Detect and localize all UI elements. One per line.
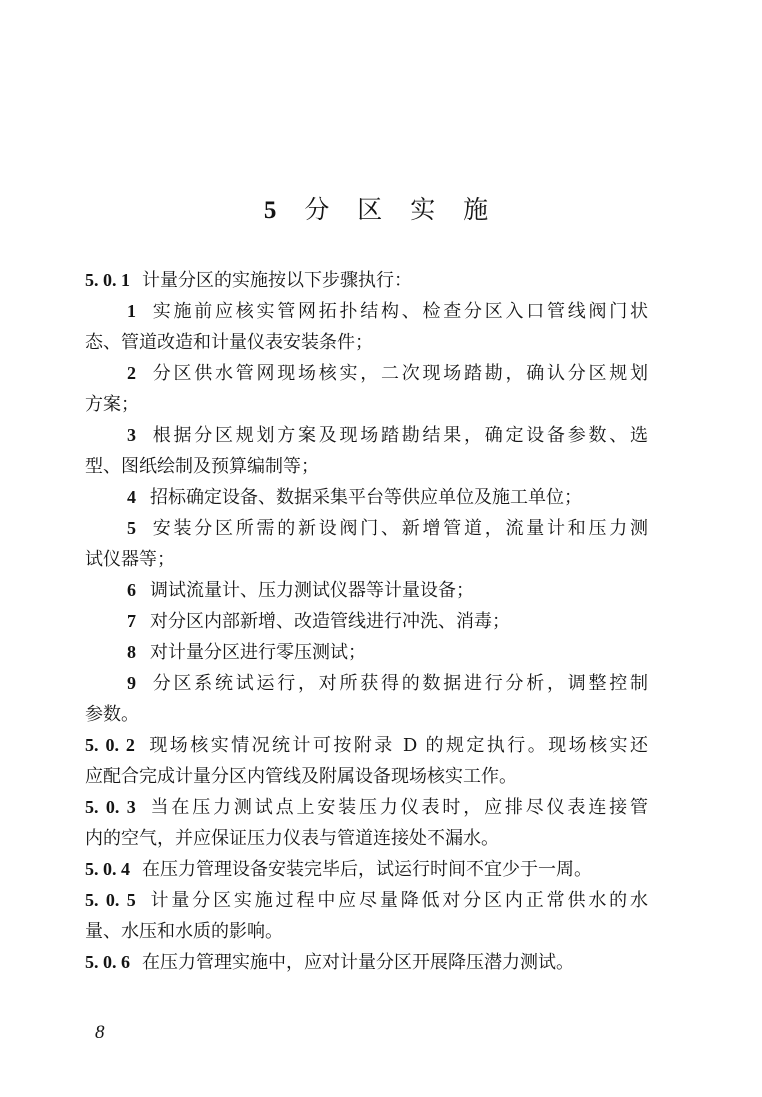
- step-6: [85, 575, 648, 606]
- clause-text: 当在压力测试点上安装压力仪表时，应排尽仪表连接管: [147, 797, 648, 818]
- clause-label: 5. 0. 6: [85, 952, 130, 972]
- step-2-line-2: 方案；: [85, 394, 139, 415]
- step-text: 招标确定设备、数据采集平台等供应单位及施工单位；: [150, 487, 582, 508]
- clause-label: 5. 0. 3: [85, 797, 136, 817]
- clause-text: 计量分区实施过程中应尽量降低对分区内正常供水的水: [147, 890, 648, 911]
- chapter-title: 分 区 实 施: [304, 195, 499, 224]
- step-number: 8: [127, 642, 136, 662]
- step-5-line-1: [85, 513, 648, 544]
- step-number: 4: [127, 487, 136, 507]
- step-text: 安装分区所需的新设阀门、新增管道，流量计和压力测: [150, 518, 648, 539]
- clause-5-0-3-line-1: [85, 792, 648, 823]
- step-text: 调试流量计、压力测试仪器等计量设备；: [150, 580, 474, 601]
- step-5-line-2: 试仪器等；: [85, 549, 175, 570]
- step-3-line-2: 型、图纸绘制及预算编制等；: [85, 456, 319, 477]
- clause-5-0-2-line-2: 应配合完成计量分区内管线及附属设备现场核实工作。: [85, 766, 517, 787]
- clause-5-0-6: [85, 947, 648, 978]
- clause-5-0-1: [85, 265, 648, 296]
- step-8: [85, 637, 648, 668]
- clause-label: 5. 0. 4: [85, 859, 130, 879]
- chapter-heading: [0, 193, 762, 228]
- step-1-line-1: [85, 296, 648, 327]
- step-number: 2: [127, 363, 136, 383]
- step-text: 根据分区规划方案及现场踏勘结果，确定设备参数、选: [150, 425, 648, 446]
- step-text: 对计量分区进行零压测试；: [150, 642, 366, 663]
- clause-text: 现场核实情况统计可按附录 D 的规定执行。现场核实还: [146, 735, 648, 756]
- page-number: 8: [95, 1022, 105, 1043]
- chapter-number: 5: [263, 197, 287, 224]
- clause-label: 5. 0. 2: [85, 735, 135, 755]
- clause-5-0-5-line-1: [85, 885, 648, 916]
- chapter-body: [85, 265, 648, 978]
- step-7: [85, 606, 648, 637]
- step-9-line-1: [85, 668, 648, 699]
- step-text: 实施前应核实管网拓扑结构、检查分区入口管线阀门状: [150, 301, 648, 322]
- clause-5-0-2-line-1: [85, 730, 648, 761]
- clause-label: 5. 0. 1: [85, 270, 130, 290]
- step-number: 5: [127, 518, 136, 538]
- step-9-line-2: 参数。: [85, 704, 139, 725]
- step-number: 1: [127, 301, 136, 321]
- step-text: 分区系统试运行，对所获得的数据进行分析，调整控制: [150, 673, 648, 694]
- clause-label: 5. 0. 5: [85, 890, 136, 910]
- clause-5-0-3-line-2: 内的空气，并应保证压力仪表与管道连接处不漏水。: [85, 828, 499, 849]
- step-text: 对分区内部新增、改造管线进行冲洗、消毒；: [150, 611, 510, 632]
- step-number: 3: [127, 425, 136, 445]
- step-number: 9: [127, 673, 136, 693]
- step-3-line-1: [85, 420, 648, 451]
- clause-5-0-5-line-2: 量、水压和水质的影响。: [85, 921, 283, 942]
- step-2-line-1: [85, 358, 648, 389]
- clause-text: 在压力管理实施中，应对计量分区开展降压潜力测试。: [142, 952, 574, 973]
- clause-text: 计量分区的实施按以下步骤执行：: [142, 270, 412, 291]
- clause-5-0-4: [85, 854, 648, 885]
- clause-text: 在压力管理设备安装完毕后，试运行时间不宜少于一周。: [142, 859, 592, 880]
- step-number: 7: [127, 611, 136, 631]
- step-4: [85, 482, 648, 513]
- step-number: 6: [127, 580, 136, 600]
- step-text: 分区供水管网现场核实，二次现场踏勘，确认分区规划: [150, 363, 648, 384]
- step-1-line-2: 态、管道改造和计量仪表安装条件；: [85, 332, 373, 353]
